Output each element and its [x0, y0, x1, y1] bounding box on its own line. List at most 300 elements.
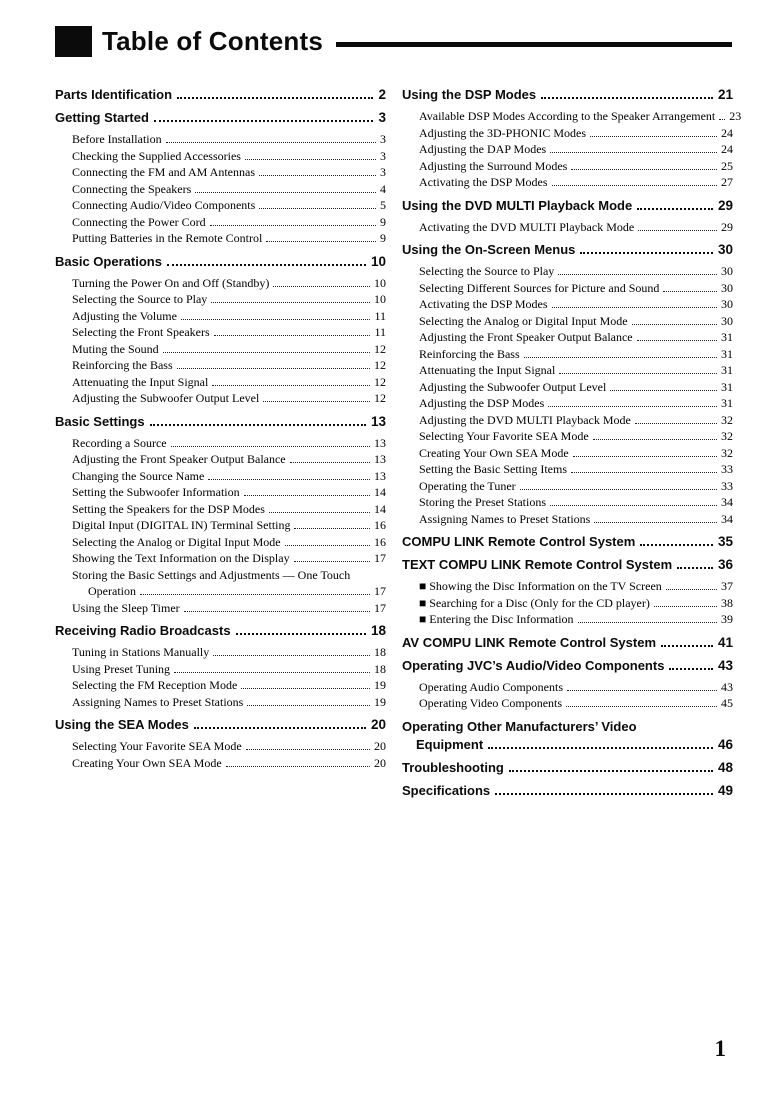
toc-section — [55, 253, 386, 407]
toc-item-label: Showing the Text Information on the Display — [72, 551, 290, 565]
toc-heading-label: Operating Other Manufacturers’ Video — [402, 718, 637, 734]
toc-item-page-number: 23 — [729, 109, 742, 123]
toc-item — [55, 644, 386, 661]
toc-heading-page-number: 46 — [717, 736, 733, 752]
toc-item-page-number: 31 — [721, 379, 733, 394]
toc-item-label: ■ Searching for a Disc (Only for the CD player) — [419, 595, 650, 610]
toc-item-label: Adjusting the DAP Modes — [419, 142, 547, 156]
toc-heading-page-number: 29 — [717, 197, 733, 213]
dot-leader — [578, 622, 717, 623]
toc-heading-label: Basic Settings — [55, 413, 145, 429]
toc-item-page-number: 10 — [374, 275, 386, 290]
dot-leader — [241, 688, 370, 689]
toc-item-page-number: 43 — [721, 679, 733, 694]
toc-section — [402, 759, 733, 776]
toc-item-page-number: 17 — [374, 600, 386, 615]
dot-leader — [610, 390, 717, 391]
toc-item-page-number: 32 — [721, 412, 733, 427]
toc-item-page-number: 12 — [374, 374, 386, 389]
toc-item — [402, 329, 733, 346]
dot-leader — [590, 136, 717, 137]
toc-item — [55, 501, 386, 518]
toc-item-label: Adjusting the Surround Modes — [419, 158, 568, 173]
toc-item-label: Creating Your Own SEA Mode — [419, 445, 569, 460]
toc-item-label: Selecting the Source to Play — [72, 292, 208, 306]
dot-leader — [677, 567, 713, 569]
toc-item-page-number: 32 — [721, 429, 733, 443]
toc-item-label: Available DSP Modes According to the Speaker Arrangement — [419, 109, 716, 123]
dot-leader — [520, 489, 717, 490]
toc-item — [55, 131, 386, 148]
toc-item-page-number: 4 — [380, 181, 386, 196]
toc-section — [55, 109, 386, 247]
toc-item — [402, 379, 733, 396]
toc-item — [402, 494, 733, 511]
toc-item — [402, 511, 733, 528]
toc-item — [402, 695, 733, 712]
dot-leader — [150, 424, 366, 426]
toc-item-page-number: 12 — [374, 341, 386, 356]
toc-item — [55, 550, 386, 567]
dot-leader — [548, 406, 717, 407]
dot-leader — [524, 357, 717, 358]
toc-item-page-number: 39 — [721, 612, 733, 626]
toc-item-label: Selecting the Source to Play — [419, 264, 555, 278]
toc-item-label: Storing the Preset Stations — [419, 495, 546, 509]
toc-item-label: Reinforcing the Bass — [72, 358, 173, 372]
toc-item — [402, 395, 733, 412]
toc-item — [402, 174, 733, 191]
toc-item-page-number: 33 — [721, 462, 733, 476]
toc-item-label: Using Preset Tuning — [72, 661, 171, 676]
toc-item — [55, 164, 386, 181]
toc-item-label: Checking the Supplied Accessories — [72, 148, 241, 163]
dot-leader — [177, 368, 370, 369]
toc-heading-page-number: 2 — [378, 87, 386, 102]
toc-item — [55, 661, 386, 678]
toc-item-label: Selecting the FM Reception Mode — [72, 678, 238, 692]
title-rule — [336, 42, 732, 47]
toc-item — [55, 308, 386, 325]
dot-leader — [194, 727, 366, 729]
toc-item-label: Activating the DSP Modes — [419, 297, 548, 311]
toc-item — [402, 428, 733, 445]
toc-section — [402, 241, 733, 527]
toc-item-page-number: 31 — [721, 330, 733, 344]
dot-leader — [594, 522, 717, 523]
dot-leader — [174, 672, 370, 673]
toc-item-page-number: 3 — [380, 165, 386, 179]
toc-item-label: Operating Video Components — [419, 696, 563, 710]
dot-leader — [640, 544, 713, 546]
page-header — [55, 26, 732, 57]
toc-item-label: Selecting Your Favorite SEA Mode — [72, 739, 242, 753]
dot-leader — [635, 423, 717, 424]
toc-item — [55, 374, 386, 391]
toc-heading-line1 — [402, 718, 733, 735]
toc-item-page-number: 9 — [380, 214, 386, 229]
toc-heading-page-number: 20 — [370, 717, 386, 732]
toc-item-label: Adjusting the DVD MULTI Playback Mode — [419, 412, 631, 427]
dot-leader — [632, 324, 717, 325]
toc-item-page-number: 19 — [374, 678, 386, 692]
toc-item-page-number: 13 — [374, 452, 386, 466]
toc-item — [55, 390, 386, 407]
toc-item — [55, 341, 386, 358]
toc-heading-label: AV COMPU LINK Remote Control System — [402, 634, 657, 650]
dot-leader — [638, 230, 717, 231]
toc-item-page-number: 31 — [721, 363, 733, 377]
dot-leader — [177, 97, 373, 99]
dot-leader — [593, 439, 717, 440]
toc-item-page-number: 14 — [374, 485, 386, 499]
toc-heading-page-number: 41 — [717, 634, 733, 650]
toc-section — [402, 533, 733, 550]
toc-item — [402, 478, 733, 495]
dot-leader — [259, 208, 376, 209]
toc-item-page-number: 27 — [721, 175, 733, 189]
toc-item — [402, 296, 733, 313]
toc-item-line1 — [55, 567, 386, 584]
toc-item — [55, 291, 386, 308]
footer-page-number: 1 — [714, 1036, 726, 1061]
dot-leader — [259, 175, 376, 176]
toc-item-label: Creating Your Own SEA Mode — [72, 755, 222, 770]
toc-item — [55, 600, 386, 617]
dot-leader — [213, 655, 370, 656]
toc-item-page-number: 3 — [380, 132, 386, 146]
dot-leader — [211, 302, 370, 303]
toc-columns — [55, 84, 742, 804]
dot-leader — [163, 352, 370, 353]
dot-leader — [567, 690, 717, 691]
toc-item-page-number: 30 — [721, 313, 733, 328]
toc-heading-label: Using the DSP Modes — [402, 87, 537, 102]
toc-heading-page-number: 13 — [370, 413, 386, 429]
toc-item — [402, 578, 733, 595]
toc-item-label: Muting the Sound — [72, 341, 159, 356]
dot-leader — [184, 611, 370, 612]
toc-section — [55, 413, 386, 617]
dot-leader — [637, 340, 717, 341]
toc-right-column — [402, 84, 742, 804]
toc-heading-page-number: 35 — [717, 534, 733, 549]
toc-item-page-number: 34 — [721, 495, 733, 509]
dot-leader — [263, 401, 370, 402]
toc-item-page-number: 13 — [374, 468, 386, 483]
toc-section — [402, 634, 733, 651]
toc-item — [55, 484, 386, 501]
toc-item-page-number: 34 — [721, 511, 733, 526]
toc-heading-page-number: 48 — [717, 759, 733, 775]
toc-heading-label: Receiving Radio Broadcasts — [55, 623, 231, 638]
toc-item — [55, 357, 386, 374]
toc-item — [55, 468, 386, 485]
toc-item-page-number: 24 — [721, 125, 733, 140]
dot-leader — [666, 589, 717, 590]
toc-item-label: Selecting the Front Speakers — [72, 325, 210, 339]
toc-item-label: Adjusting the Subwoofer Output Level — [419, 379, 607, 394]
toc-item-label: ■ Showing the Disc Information on the TV Screen — [419, 579, 662, 593]
toc-heading-label: Getting Started — [55, 110, 149, 125]
toc-item-label: Adjusting the Subwoofer Output Level — [72, 391, 260, 405]
toc-item-page-number: 18 — [374, 645, 386, 659]
toc-item-label: Tuning in Stations Manually — [72, 645, 210, 659]
dot-leader — [580, 252, 713, 254]
toc-item-label: Connecting the FM and AM Antennas — [72, 165, 255, 179]
toc-item-label: Connecting Audio/Video Components — [72, 198, 256, 212]
toc-item-page-number: 32 — [721, 445, 733, 460]
toc-item-page-number: 31 — [721, 396, 733, 410]
toc-item-label: Storing the Basic Settings and Adjustments — One Touch — [72, 567, 351, 582]
dot-leader — [212, 385, 370, 386]
toc-item — [402, 611, 733, 628]
toc-section — [402, 718, 733, 753]
toc-item-page-number: 18 — [374, 661, 386, 676]
toc-heading-label: Using the DVD MULTI Playback Mode — [402, 197, 633, 213]
toc-heading — [402, 634, 733, 651]
dot-leader — [566, 706, 717, 707]
toc-item-page-number: 20 — [374, 755, 386, 770]
dot-leader — [247, 705, 370, 706]
toc-item — [55, 275, 386, 292]
dot-leader — [171, 446, 370, 447]
toc-item — [55, 214, 386, 231]
toc-item-page-number: 17 — [374, 551, 386, 565]
dot-leader — [294, 561, 370, 562]
toc-section — [402, 556, 733, 628]
toc-item-page-number: 5 — [380, 198, 386, 212]
toc-heading-label: Troubleshooting — [402, 759, 504, 775]
dot-leader — [236, 633, 366, 635]
dot-leader — [663, 291, 717, 292]
toc-item-label: Setting the Subwoofer Information — [72, 485, 240, 499]
toc-heading — [55, 413, 386, 430]
toc-item-label: Turning the Power On and Off (Standby) — [72, 275, 270, 290]
toc-item-label: Adjusting the Front Speaker Output Balance — [72, 452, 286, 466]
dot-leader — [550, 152, 717, 153]
toc-heading-page-number: 43 — [717, 657, 733, 673]
toc-item-page-number: 30 — [721, 280, 733, 295]
toc-heading-page-number: 18 — [370, 623, 386, 638]
toc-item — [402, 445, 733, 462]
dot-leader — [290, 462, 370, 463]
toc-heading — [402, 736, 733, 753]
toc-item-page-number: 13 — [374, 435, 386, 450]
toc-item-label: Using the Sleep Timer — [72, 600, 180, 615]
toc-item-label: Selecting the Analog or Digital Input Mode — [419, 313, 628, 328]
dot-leader — [654, 606, 717, 607]
dot-leader — [488, 747, 713, 749]
page-title: Table of Contents — [102, 26, 324, 56]
toc-heading — [402, 782, 733, 799]
toc-section — [55, 716, 386, 771]
toc-item-label: Reinforcing the Bass — [419, 346, 520, 361]
toc-item — [55, 694, 386, 711]
toc-item-label: Adjusting the Front Speaker Output Balance — [419, 330, 633, 344]
toc-item-label: Selecting Different Sources for Picture and Sound — [419, 280, 660, 295]
toc-item — [55, 197, 386, 214]
toc-left-column — [55, 84, 386, 804]
toc-item-label: Changing the Source Name — [72, 468, 205, 483]
dot-leader — [210, 225, 376, 226]
toc-item-page-number: 45 — [721, 696, 733, 710]
toc-heading-label: Using the On-Screen Menus — [402, 242, 576, 257]
toc-item-page-number: 19 — [374, 694, 386, 709]
toc-item-label: Assigning Names to Preset Stations — [72, 694, 244, 709]
toc-item — [402, 313, 733, 330]
title-square-icon — [55, 26, 92, 57]
toc-item-page-number: 25 — [721, 158, 733, 173]
dot-leader — [214, 335, 371, 336]
toc-item — [55, 230, 386, 247]
dot-leader — [269, 512, 370, 513]
toc-heading — [402, 241, 733, 258]
dot-leader — [285, 545, 370, 546]
toc-item-page-number: 37 — [721, 579, 733, 593]
toc-item — [55, 755, 386, 772]
toc-item — [55, 534, 386, 551]
toc-heading — [55, 253, 386, 270]
dot-leader — [167, 264, 366, 266]
toc-heading — [402, 86, 733, 103]
toc-item-page-number: 17 — [374, 584, 386, 598]
toc-heading-label: Using the SEA Modes — [55, 717, 189, 732]
toc-heading — [55, 109, 386, 126]
dot-leader — [509, 770, 713, 772]
dot-leader — [226, 766, 370, 767]
toc-heading — [402, 556, 733, 573]
toc-heading-label: TEXT COMPU LINK Remote Control System — [402, 557, 673, 572]
dot-leader — [573, 456, 717, 457]
toc-item-label: Operating Audio Components — [419, 679, 563, 694]
toc-item-page-number: 12 — [374, 358, 386, 372]
toc-heading-page-number: 49 — [717, 782, 733, 798]
toc-item-label: Operating the Tuner — [419, 478, 516, 493]
dot-leader — [244, 495, 370, 496]
toc-item-label: Attenuating the Input Signal — [72, 374, 209, 389]
toc-item-label: Connecting the Power Cord — [72, 214, 206, 229]
toc-item-page-number: 31 — [721, 346, 733, 361]
toc-item-label: Before Installation — [72, 132, 162, 146]
toc-item-label: Assigning Names to Preset Stations — [419, 511, 591, 526]
dot-leader — [181, 319, 371, 320]
dot-leader — [552, 185, 717, 186]
dot-leader — [294, 528, 370, 529]
toc-item-label: Activating the DVD MULTI Playback Mode — [419, 219, 635, 234]
toc-item-page-number: 16 — [374, 518, 386, 532]
dot-leader — [571, 169, 717, 170]
toc-heading — [55, 86, 386, 103]
toc-item-page-number: 9 — [380, 231, 386, 245]
toc-item — [55, 517, 386, 534]
toc-heading-page-number: 36 — [717, 557, 733, 572]
toc-heading-label: Parts Identification — [55, 87, 173, 102]
toc-item-page-number: 10 — [374, 292, 386, 306]
toc-item-label: Adjusting the 3D-PHONIC Modes — [419, 125, 586, 140]
toc-heading-label: Operating JVC’s Audio/Video Components — [402, 657, 665, 673]
dot-leader — [195, 192, 376, 193]
toc-section — [402, 657, 733, 712]
toc-item-label: Connecting the Speakers — [72, 181, 192, 196]
toc-heading-label: Basic Operations — [55, 253, 162, 269]
toc-item — [55, 148, 386, 165]
toc-heading — [55, 622, 386, 639]
toc-item — [402, 346, 733, 363]
toc-item — [55, 677, 386, 694]
dot-leader — [208, 479, 370, 480]
toc-item-label: Recording a Source — [72, 435, 167, 450]
dot-leader — [552, 307, 717, 308]
toc-section — [402, 782, 733, 799]
toc-item-label: Operation — [88, 584, 136, 598]
toc-section — [402, 86, 742, 191]
toc-item-page-number: 20 — [374, 739, 386, 753]
toc-item-label: Setting the Basic Setting Items — [419, 462, 567, 476]
toc-heading-page-number: 30 — [717, 242, 733, 257]
toc-section — [55, 622, 386, 710]
toc-heading — [55, 716, 386, 733]
toc-item-page-number: 29 — [721, 219, 733, 234]
toc-item — [402, 125, 733, 142]
toc-section — [55, 86, 386, 103]
toc-item — [55, 583, 386, 600]
dot-leader — [550, 505, 717, 506]
toc-item-page-number: 11 — [374, 325, 386, 339]
dot-leader — [571, 472, 717, 473]
toc-item-page-number: 30 — [721, 297, 733, 311]
toc-item-label: Adjusting the DSP Modes — [419, 396, 545, 410]
dot-leader — [637, 208, 713, 210]
toc-heading — [402, 533, 733, 550]
toc-item-page-number: 14 — [374, 501, 386, 516]
toc-heading-label: COMPU LINK Remote Control System — [402, 534, 636, 549]
toc-item-page-number: 11 — [374, 308, 386, 323]
toc-item — [402, 412, 733, 429]
toc-item — [402, 263, 733, 280]
toc-item — [402, 362, 733, 379]
toc-item-page-number: 3 — [380, 148, 386, 163]
toc-item-page-number: 12 — [374, 391, 386, 405]
dot-leader — [245, 159, 376, 160]
toc-heading — [402, 197, 733, 214]
dot-leader — [541, 97, 713, 99]
dot-leader — [266, 241, 376, 242]
toc-item-label: Activating the DSP Modes — [419, 175, 548, 189]
toc-item — [402, 595, 733, 612]
dot-leader — [495, 793, 713, 795]
toc-heading — [402, 657, 733, 674]
toc-item — [55, 451, 386, 468]
dot-leader — [166, 142, 376, 143]
toc-item — [402, 219, 733, 236]
toc-item-label: Selecting Your Favorite SEA Mode — [419, 429, 589, 443]
dot-leader — [719, 119, 725, 120]
toc-item-page-number: 38 — [721, 595, 733, 610]
toc-item-label: Digital Input (DIGITAL IN) Terminal Setting — [72, 518, 291, 532]
dot-leader — [140, 594, 370, 595]
toc-item — [402, 108, 742, 125]
toc-item — [402, 280, 733, 297]
toc-item-label: Attenuating the Input Signal — [419, 363, 556, 377]
toc-heading-page-number: 3 — [378, 110, 386, 125]
toc-item — [55, 435, 386, 452]
dot-leader — [558, 274, 717, 275]
toc-section — [402, 197, 733, 236]
toc-item-label: Selecting the Analog or Digital Input Mode — [72, 534, 281, 549]
toc-item-page-number: 30 — [721, 264, 733, 278]
toc-item — [55, 324, 386, 341]
